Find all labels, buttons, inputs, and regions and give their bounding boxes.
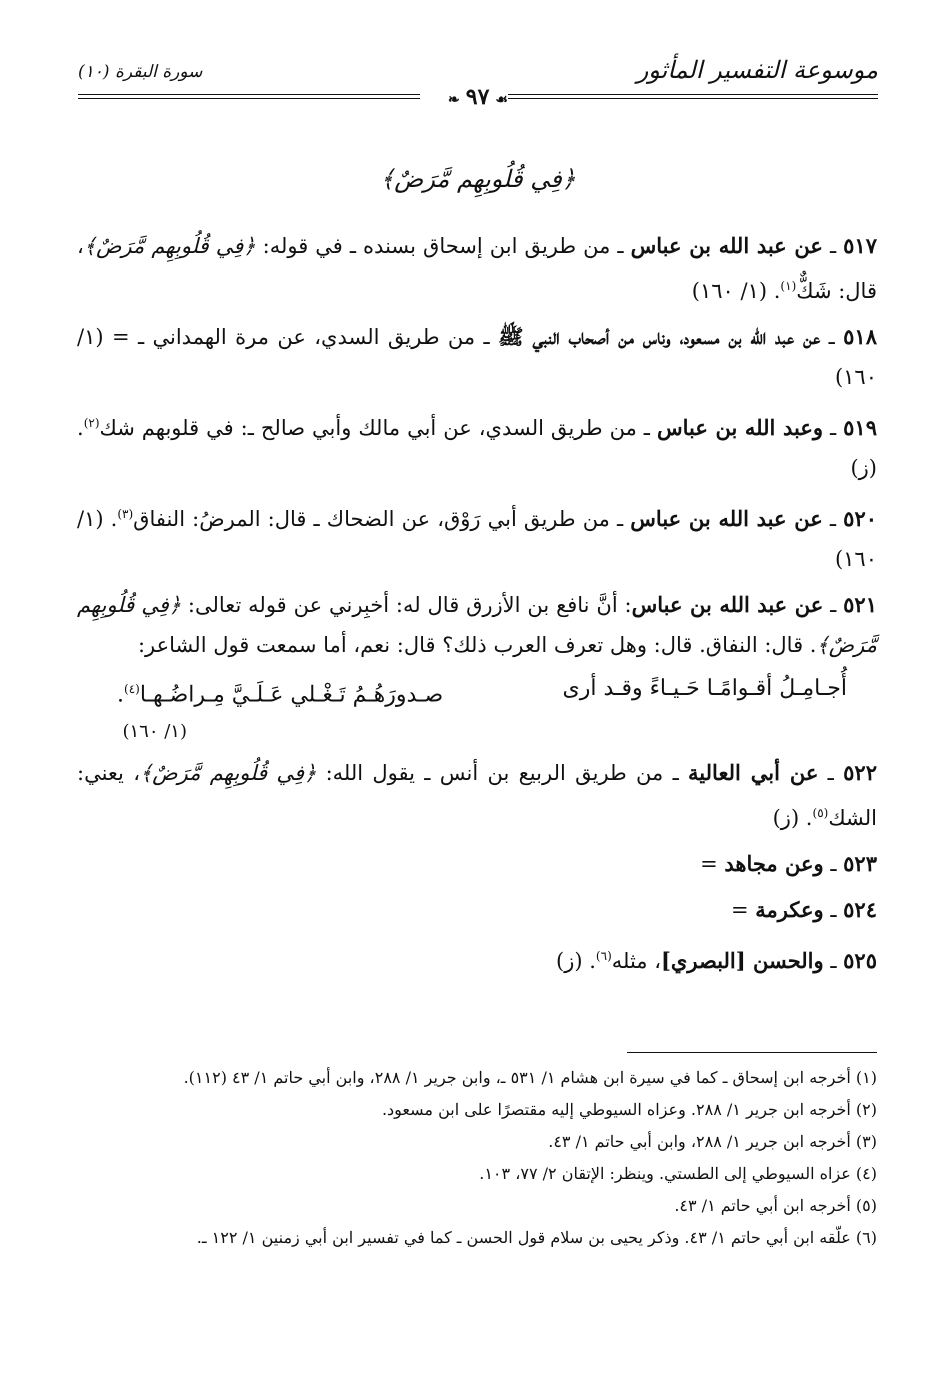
page-header xyxy=(78,52,878,112)
entries-list xyxy=(77,226,877,987)
verse-end: . xyxy=(117,682,124,708)
entry-source: وعن مجاهد xyxy=(724,851,824,877)
entry-number: ٥٢١ xyxy=(843,592,877,617)
header-rule-left xyxy=(78,94,420,99)
entry-quote: ﴿فِي قُلُوبِهِم مَّرَضٌ﴾ xyxy=(77,593,877,657)
entry: ٥١٧ ـ عن عبد الله بن عباس ـ من طريق ابن إسحاق بسنده ـ في قوله: ﴿فِي قُلُوبِهِم مَّرَضٌ﴾، قال: شَكٌّ$^{(١)}$. (١/ ١٦٠) xyxy=(77,233,877,303)
entry-text: ـ من طريق السدي، عن أبي مالك وأبي صالح ـ: في قلوبهم شك xyxy=(99,416,657,440)
entry-text: ـ من طريق السدي، عن مرة الهمداني ـ = xyxy=(103,325,499,349)
entry-source: عن أبي العالية xyxy=(688,760,819,786)
ornament-icon: ☙ xyxy=(495,92,508,108)
entry-source: عن عبد الله بن مسعود، وناس من أصحاب النبي ﷺ xyxy=(498,324,821,349)
book-title: موسوعة التفسير المأثور xyxy=(636,56,878,84)
entry-ref: . (ز) xyxy=(77,416,877,480)
entry: ٥٢٠ ـ عن عبد الله بن عباس ـ من طريق أبي رَوْق، عن الضحاك ـ قال: المرضُ: النفاق$^{(٣)}$. (١/ ١٦٠) xyxy=(77,506,878,571)
entry-number: ٥٢٥ xyxy=(843,948,877,974)
entry-text: ، قال: شَكٌّ xyxy=(77,234,877,303)
verse-hemistich-second: صـدورَهُـمُ تَـغْـلي عَـلَـيَّ مِـراضُـهـا xyxy=(139,682,444,708)
entry-text: ، مثله xyxy=(611,949,661,974)
poetry-verse xyxy=(77,667,877,717)
entry-number: ٥١٨ xyxy=(843,324,877,349)
entry-source: عن عبد الله بن عباس xyxy=(630,506,823,531)
verse-hemistich-second-wrap xyxy=(117,667,443,717)
entry-text: ـ من طريق ابن إسحاق بسنده ـ في قوله: xyxy=(255,234,631,258)
entry-number: ٥١٧ xyxy=(843,233,877,258)
entry: ٥٢٣ ـ وعن مجاهد = xyxy=(700,851,877,877)
verse-hemistich-first: أُجـامِـلُ أقـوامًـا حَـيـاءً وقـد أرى xyxy=(562,676,847,701)
entry-quote: ﴿فِي قُلُوبِهِم مَّرَضٌ﴾ xyxy=(83,234,256,258)
entry: ٥٢٢ ـ عن أبي العالية ـ من طريق الربيع بن أنس ـ يقول الله: ﴿فِي قُلُوبِهِم مَّرَضٌ﴾، يعني: الشك$^{(٥)}$. (ز) xyxy=(77,760,877,831)
footnote: (٢) أخرجه ابن جرير ١/ ٢٨٨. وعزاه السيوطي إليه مقتصرًا على ابن مسعود. xyxy=(381,1100,877,1119)
footnote: (٦) علّقه ابن أبي حاتم ١/ ٤٣. وذكر يحيى بن سلام قول الحسن ـ كما في تفسير ابن أبي زمنين ١/ ١٢٢ ـ. xyxy=(196,1228,877,1247)
entry: ٥١٨ ـ عن عبد الله بن مسعود، وناس من أصحاب النبي ﷺ ـ من طريق السدي، عن مرة الهمداني ـ = (١/ ١٦٠) xyxy=(77,324,877,389)
entry-text: ـ من طريق أبي رَوْق، عن الضحاك ـ قال: المرضُ: النفاق xyxy=(133,507,631,531)
entry-number: ٥٢٠ xyxy=(843,506,878,531)
entry: ٥٢٥ ـ والحسن [البصري]، مثله$^{(٦)}$. (ز) xyxy=(556,948,877,974)
entry-text: ـ من طريق الربيع بن أنس ـ يقول الله: xyxy=(316,761,689,786)
entry: ٥٢٤ ـ وعكرمة = xyxy=(730,897,877,923)
entry-number: ٥٢٣ xyxy=(843,851,877,877)
entry-number: ٥٢٤ xyxy=(843,897,877,923)
section-title: ﴿فِي قُلُوبِهِم مَّرَضٌ﴾ xyxy=(380,165,576,193)
entry-number: ٥١٩ xyxy=(843,415,877,440)
footnote-marker[interactable]: (٣) xyxy=(117,507,134,521)
header-rule-right xyxy=(508,94,878,99)
entry-ref: . (ز) xyxy=(556,949,596,974)
entry-text: = xyxy=(730,898,756,923)
entry-source: وعكرمة xyxy=(755,897,824,923)
footnotes xyxy=(77,1064,877,1256)
entry-text: = xyxy=(700,852,725,877)
page-number xyxy=(420,84,536,110)
footnote: (٣) أخرجه ابن جرير ١/ ٢٨٨، وابن أبي حاتم ١/ ٤٣. xyxy=(548,1132,877,1151)
footnote-marker[interactable]: (١) xyxy=(780,279,797,293)
ornament-icon: ❧ xyxy=(448,92,460,108)
entry: ٥٢١ ـ عن عبد الله بن عباس: أنَّ نافع بن الأزرق قال له: أخبِرني عن قوله تعالى: ﴿فِي قُلُوبِهِم مَّرَضٌ﴾. قال: النفاق. قال: وهل تعرف العرب ذلك؟ قال: نعم، أما سمعت قول الشاعر: أُجـامِـلُ أقـوامًـا حَـيـاءً وقـد أرى صـدورَهُـمُ تَـغْـلي عَـلَـيَّ مِـراضُـهـا$^{(٤)}$. (١/ ١٦٠) xyxy=(77,585,877,747)
entry-ref: (١/ ١٦٠) xyxy=(77,325,877,389)
footnote-marker[interactable]: (٥) xyxy=(812,806,829,821)
footnote-marker[interactable]: (٤) xyxy=(124,682,140,696)
entry-source: عن عبد الله بن عباس xyxy=(631,592,824,617)
footnote-marker[interactable]: (٢) xyxy=(83,416,100,430)
entry-number: ٥٢٢ xyxy=(843,760,877,786)
entry: ٥١٩ ـ وعبد الله بن عباس ـ من طريق السدي، عن أبي مالك وأبي صالح ـ: في قلوبهم شك$^{(٢)}$. (ز) xyxy=(77,415,877,480)
entry-ref: . (١/ ١٦٠) xyxy=(77,507,877,571)
entry-text: ، يعني: الشك xyxy=(77,761,877,831)
footnote: (٥) أخرجه ابن أبي حاتم ١/ ٤٣. xyxy=(674,1196,877,1215)
footnote: (٤) عزاه السيوطي إلى الطستي. وينظر: الإتقان ٢/ ٧٧، ١٠٣. xyxy=(479,1164,877,1183)
entry-quote: ﴿فِي قُلُوبِهِم مَّرَضٌ﴾ xyxy=(139,761,317,786)
entry-source: والحسن [البصري] xyxy=(661,948,824,974)
surah-label: سورة البقرة (١٠) xyxy=(78,62,203,82)
entry-source: عن عبد الله بن عباس xyxy=(630,233,823,258)
entry-source: وعبد الله بن عباس xyxy=(656,415,824,440)
entry-text: . قال: النفاق. قال: وهل تعرف العرب ذلك؟ قال: نعم، أما سمعت قول الشاعر: xyxy=(137,633,817,657)
page-number-value: ٩٧ xyxy=(465,84,490,110)
entry-ref: . (ز) xyxy=(772,806,813,831)
footnote-marker[interactable]: (٦) xyxy=(595,949,612,964)
footnote-separator xyxy=(627,1052,877,1053)
footnote: (١) أخرجه ابن إسحاق ـ كما في سيرة ابن هشام ١/ ٥٣١ ـ، وابن جرير ١/ ٢٨٨، وابن أبي حاتم ١/ ٤٣ (١١٢). xyxy=(183,1068,877,1087)
entry-text: : أنَّ نافع بن الأزرق قال له: أخبِرني عن قوله تعالى: xyxy=(181,593,632,617)
entry-ref: (١/ ١٦٠) xyxy=(122,721,187,743)
entry-ref: . (١/ ١٦٠) xyxy=(691,279,781,303)
